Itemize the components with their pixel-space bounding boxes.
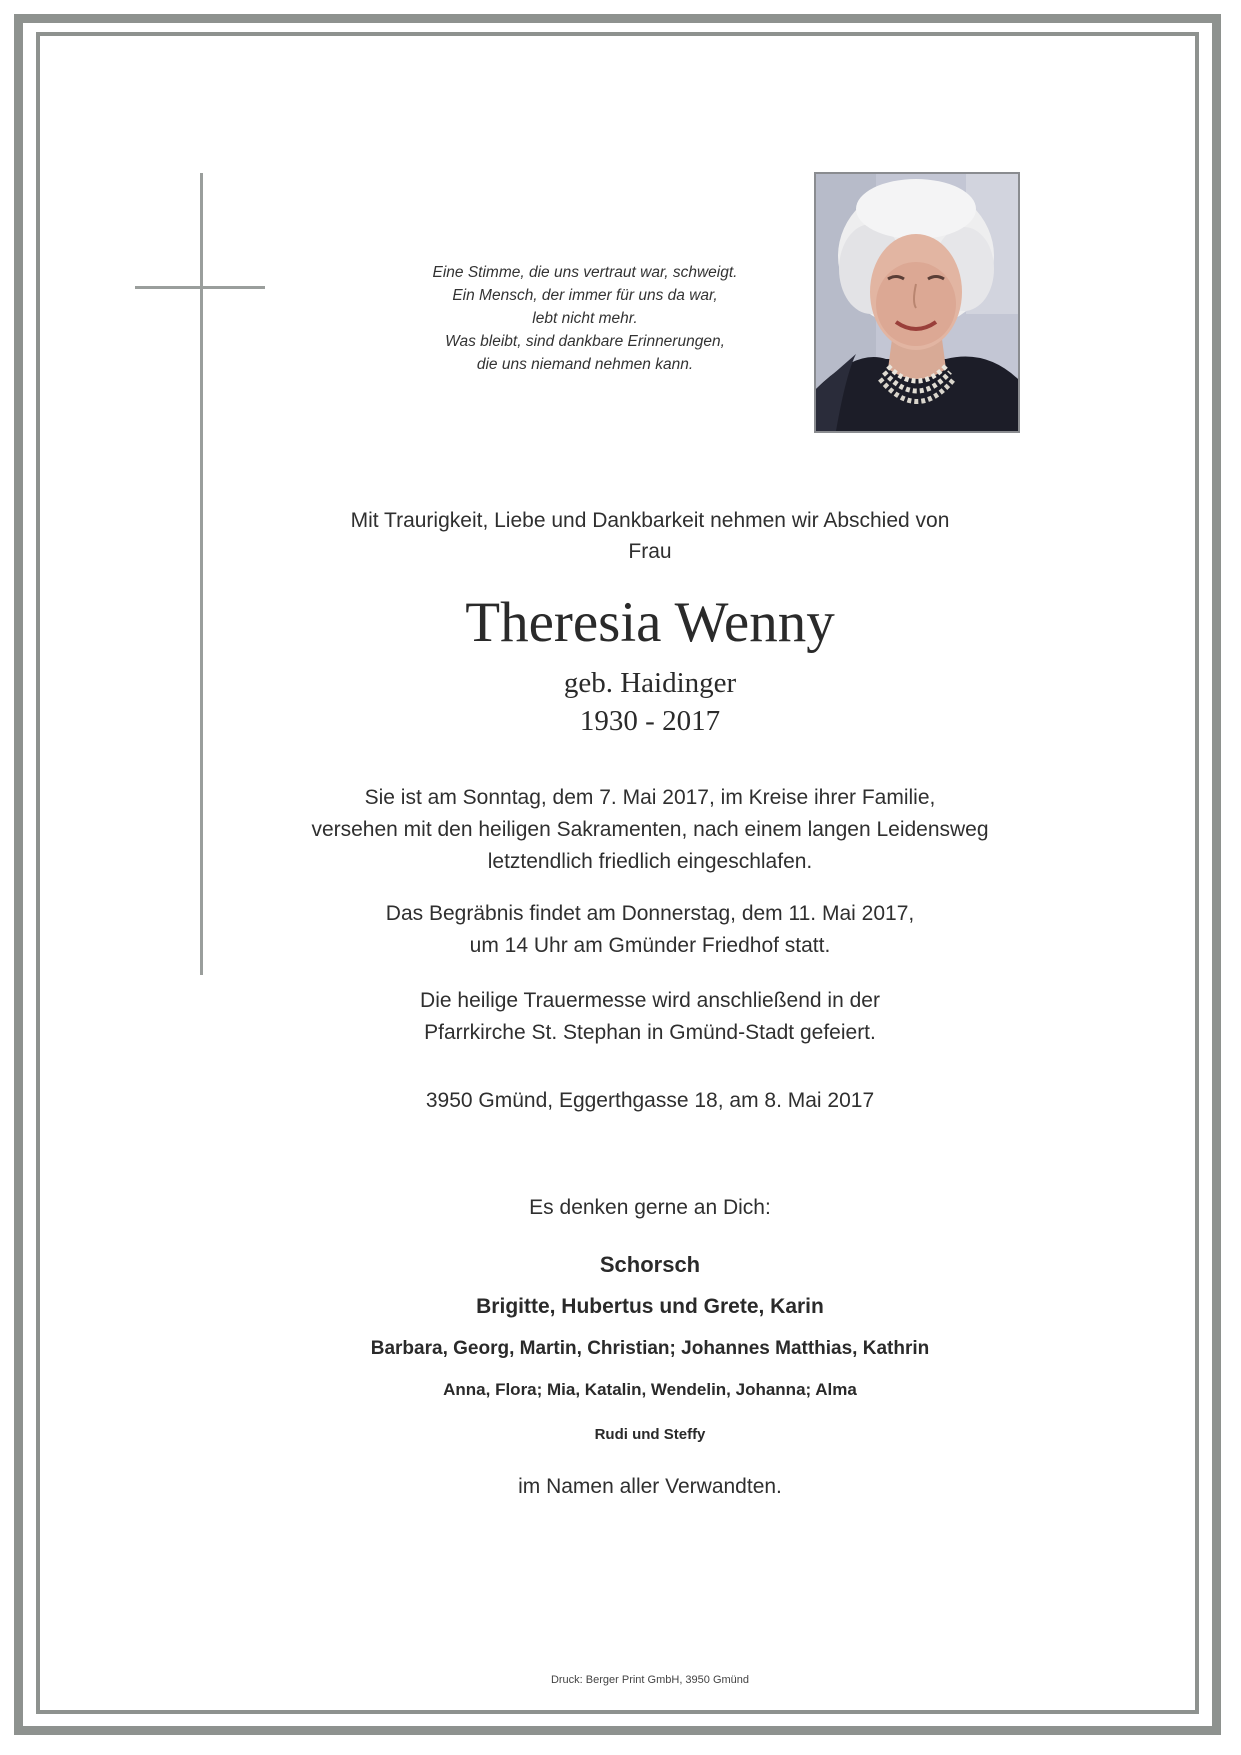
portrait-photo: [814, 172, 1020, 433]
paragraph-line: Sie ist am Sonntag, dem 7. Mai 2017, im Kreise ihrer Familie,: [364, 786, 936, 809]
verse-line: Ein Mensch, der immer für uns da war,: [452, 287, 718, 304]
intro-line: Mit Traurigkeit, Liebe und Dankbarkeit nehmen wir Abschied von: [350, 509, 950, 532]
mourner-line: Anna, Flora; Mia, Katalin, Wendelin, Johanna; Alma: [443, 1380, 857, 1399]
verse-line: die uns niemand nehmen kann.: [476, 356, 694, 373]
closing-line: im Namen aller Verwandten.: [518, 1475, 782, 1498]
portrait-illustration: [816, 174, 1018, 431]
cross-horizontal-bar: [135, 286, 265, 289]
printer-credit: Druck: Berger Print GmbH, 3950 Gmünd: [550, 1674, 750, 1686]
maiden-name: geb. Haidinger: [563, 667, 737, 699]
memorial-verse: [380, 261, 790, 376]
mourner-line: Barbara, Georg, Martin, Christian; Johannes Matthias, Kathrin: [370, 1338, 930, 1359]
cross-vertical-bar: [200, 173, 203, 975]
verse-line: Was bleibt, sind dankbare Erinnerungen,: [445, 333, 725, 350]
paragraph-line: Das Begräbnis findet am Donnerstag, dem 11. Mai 2017,: [385, 902, 915, 925]
mourner-line: Rudi und Steffy: [594, 1426, 706, 1443]
mourners-heading: Es denken gerne an Dich:: [529, 1196, 771, 1219]
verse-line: lebt nicht mehr.: [532, 310, 638, 327]
paragraph-line: Die heilige Trauermesse wird anschließend in der: [420, 989, 880, 1012]
intro-salutation: Frau: [628, 540, 672, 563]
mourner-line: Schorsch: [599, 1252, 701, 1277]
paragraph-line: letztendlich friedlich eingeschlafen.: [487, 850, 813, 873]
place-date-line: 3950 Gmünd, Eggerthgasse 18, am 8. Mai 2017: [425, 1089, 875, 1112]
paragraph-line: versehen mit den heiligen Sakramenten, nach einem langen Leidensweg: [311, 818, 989, 841]
intro-text: [250, 505, 1050, 567]
deceased-name: Theresia Wenny: [465, 591, 835, 654]
mass-paragraph: [240, 985, 1060, 1049]
place-and-date: [240, 1085, 1060, 1117]
passing-paragraph: [240, 782, 1060, 878]
funeral-paragraph: [240, 898, 1060, 962]
paragraph-line: um 14 Uhr am Gmünder Friedhof statt.: [469, 934, 831, 957]
life-years: 1930 - 2017: [579, 705, 721, 737]
paragraph-line: Pfarrkirche St. Stephan in Gmünd-Stadt gefeiert.: [424, 1021, 876, 1044]
mourner-line: Brigitte, Hubertus und Grete, Karin: [476, 1295, 824, 1318]
verse-line: Eine Stimme, die uns vertraut war, schweigt.: [432, 264, 738, 281]
